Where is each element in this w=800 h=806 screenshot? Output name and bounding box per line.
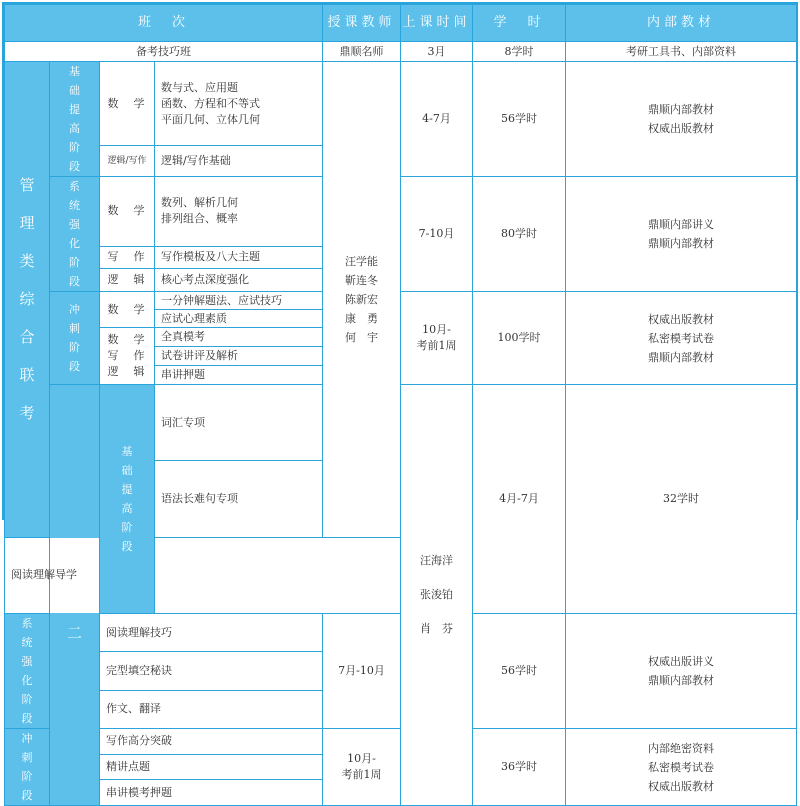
- eng-system-time: 7月-10月: [323, 614, 401, 729]
- eng-basic-stage-label: 基础提高阶段: [121, 445, 133, 553]
- mgmt-sprint-math-row-1: [5, 292, 797, 310]
- mgmt-sprint-combo-topic-1: 全真模考: [155, 328, 323, 347]
- mgmt-basic-stage-label: 基础提高阶段: [69, 65, 80, 173]
- header-time: 上课时间: [401, 5, 473, 42]
- mgmt-sprint-hours: 100学时: [473, 292, 566, 385]
- mgmt-category: [5, 62, 50, 538]
- mgmt-basic-stage: [50, 62, 100, 177]
- teacher-name: 何 宇: [345, 330, 379, 344]
- eng-basic-topic-3: 阅读理解导学: [5, 537, 100, 613]
- time-line: 考前1周: [416, 339, 457, 352]
- mgmt-sprint-combo-labels: [100, 328, 155, 385]
- topic: 数列、解析几何: [161, 196, 238, 210]
- eng-basic-topic-2: 语法长难句专项: [155, 461, 401, 537]
- mgmt-system-writing-label: 写 作: [100, 246, 155, 269]
- material: 权威出版教材: [648, 122, 715, 135]
- prep-row: [5, 42, 797, 62]
- teacher-name: 汪学能: [345, 254, 379, 268]
- teacher-name: 陈新宏: [345, 292, 379, 306]
- mgmt-sprint-combo-topic-3: 串讲押题: [155, 366, 323, 385]
- subject-label: 数 学: [107, 333, 147, 347]
- eng-basic-time: 4月-7月: [473, 385, 566, 614]
- material: 鼎顺内部讲义: [648, 218, 715, 231]
- mgmt-basic-logic-topic: 逻辑/写作基础: [155, 146, 323, 177]
- mgmt-sprint-math-topic-1: 一分钟解题法、应试技巧: [155, 292, 323, 310]
- eng-teachers: [401, 385, 473, 806]
- eng-system-topic-3: 作文、翻译: [100, 690, 323, 728]
- material: 权威出版讲义: [648, 655, 715, 668]
- prep-time: 3月: [401, 42, 473, 62]
- mgmt-basic-math-topics: [155, 62, 323, 146]
- mgmt-basic-hours: 56学时: [473, 62, 566, 177]
- header-hours: 学 时: [473, 5, 566, 42]
- eng-basic-topic-1: 词汇专项: [155, 385, 401, 461]
- mgmt-sprint-combo-topic-2: 试卷讲评及解析: [155, 347, 323, 366]
- mgmt-system-writing-topic: 写作模板及八大主题: [155, 246, 323, 269]
- eng-system-topic-2: 完型填空秘诀: [100, 652, 323, 690]
- eng-sprint-stage: [5, 729, 50, 806]
- mgmt-basic-math-label: 数 学: [100, 62, 155, 146]
- eng-system-stage: [5, 614, 50, 729]
- mgmt-system-logic-topic: 核心考点深度强化: [155, 269, 323, 292]
- mgmt-system-stage: [50, 177, 100, 292]
- eng-sprint-topic-1: 写作高分突破: [100, 729, 323, 755]
- material: 鼎顺内部教材: [648, 103, 715, 116]
- mgmt-basic-math-row: [5, 62, 797, 146]
- eng-sprint-materials: [566, 729, 797, 806]
- mgmt-system-logic-label: 逻 辑: [100, 269, 155, 292]
- time-line: 考前1周: [341, 768, 382, 781]
- eng-sprint-stage-label: 冲刺阶段: [21, 732, 33, 802]
- material: 私密模考试卷: [648, 331, 715, 345]
- mgmt-sprint-time: [401, 292, 473, 385]
- mgmt-system-stage-label: 系统强化阶段: [69, 180, 80, 288]
- material: 权威出版教材: [648, 779, 715, 793]
- header-materials: 内部教材: [566, 5, 797, 42]
- eng-basic-hours: 32学时: [566, 385, 797, 614]
- eng-category-label: 英语二: [66, 548, 82, 642]
- material: 权威出版教材: [648, 312, 715, 326]
- prep-teacher: 鼎顺名师: [323, 42, 401, 62]
- mgmt-sprint-stage-label: 冲刺阶段: [69, 303, 80, 373]
- mgmt-sprint-materials: [566, 292, 797, 385]
- eng-sprint-time: [323, 729, 401, 806]
- prep-class: 备考技巧班: [5, 42, 323, 62]
- eng-system-stage-label: 系统强化阶段: [21, 617, 33, 725]
- teacher-name: 汪海洋: [420, 554, 454, 567]
- eng-sprint-topic-3: 串讲模考押题: [100, 780, 323, 806]
- topic: 函数、方程和不等式: [161, 96, 260, 110]
- teacher-name: 张浚铂: [420, 588, 454, 601]
- mgmt-sprint-math-label: 数 学: [100, 292, 155, 328]
- prep-hours: 8学时: [473, 42, 566, 62]
- mgmt-sprint-stage: [50, 292, 100, 385]
- mgmt-category-label: 管理类综合联考: [19, 176, 35, 423]
- eng-system-hours: 56学时: [473, 614, 566, 729]
- eng-basic-stage: [100, 385, 155, 614]
- mgmt-system-math-row: [5, 177, 797, 247]
- mgmt-basic-time: 4-7月: [401, 62, 473, 177]
- time-line: 10月-: [422, 323, 451, 337]
- topic: 平面几何、立体几何: [161, 112, 260, 126]
- mgmt-system-math-label: 数 学: [100, 177, 155, 247]
- eng-basic-row-1: [5, 385, 797, 461]
- mgmt-system-time: 7-10月: [401, 177, 473, 292]
- eng-system-topic-1: 阅读理解技巧: [100, 614, 323, 652]
- mgmt-basic-logic-label: 逻辑/写作: [100, 146, 155, 177]
- material: 私密模考试卷: [648, 760, 715, 774]
- course-schedule-table: [4, 4, 797, 806]
- prep-materials: 考研工具书、内部资料: [566, 42, 797, 62]
- material: 内部绝密资料: [648, 741, 715, 755]
- teacher-name: 肖 芬: [420, 622, 454, 635]
- topic: 排列组合、概率: [161, 212, 238, 226]
- topic: 数与式、应用题: [161, 80, 238, 94]
- mgmt-basic-materials: [566, 62, 797, 177]
- material: 鼎顺内部教材: [648, 350, 715, 364]
- mgmt-system-hours: 80学时: [473, 177, 566, 292]
- header-teacher: 授课教师: [323, 5, 401, 42]
- subject-label: 逻 辑: [107, 364, 147, 378]
- eng-sprint-topic-2: 精讲点题: [100, 754, 323, 780]
- time-line: 10月-: [347, 752, 376, 766]
- eng-system-materials: [566, 614, 797, 729]
- eng-sprint-row-1: [5, 729, 797, 755]
- eng-sprint-hours: 36学时: [473, 729, 566, 806]
- teacher-name: 康 勇: [345, 311, 379, 325]
- teacher-name: 靳连冬: [345, 273, 379, 287]
- header-row: [5, 5, 797, 42]
- material: 鼎顺内部教材: [648, 674, 715, 687]
- material: 鼎顺内部教材: [648, 237, 715, 250]
- schedule-table-frame: [2, 2, 798, 802]
- mgmt-sprint-math-topic-2: 应试心理素质: [155, 310, 323, 328]
- eng-system-row-1: [5, 614, 797, 652]
- mgmt-system-math-topics: [155, 177, 323, 247]
- header-class: 班 次: [5, 5, 323, 42]
- mgmt-system-materials: [566, 177, 797, 292]
- subject-label: 写 作: [107, 349, 147, 363]
